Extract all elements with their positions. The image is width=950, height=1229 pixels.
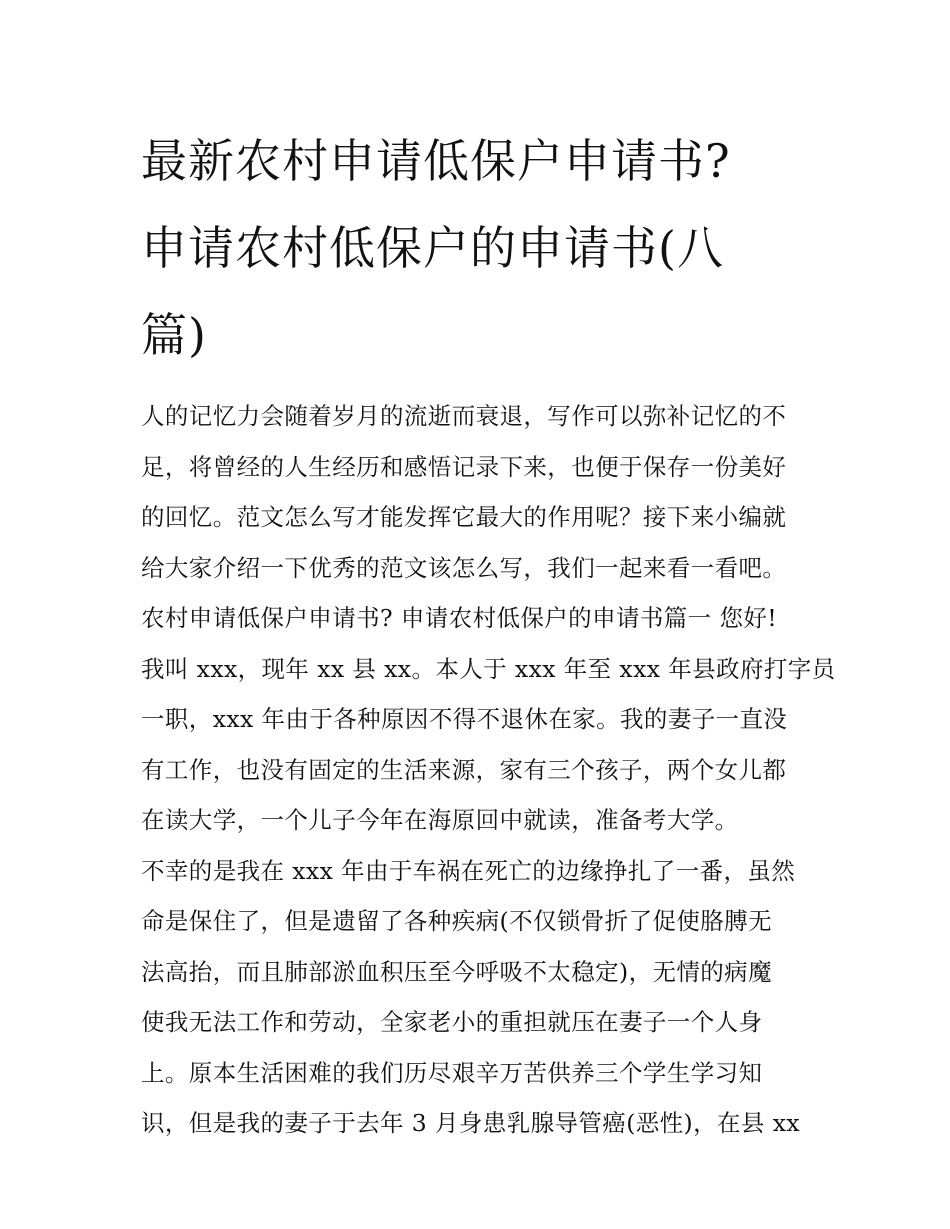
body-line: 有工作，也没有固定的生活来源，家有三个孩子，两个女儿都: [141, 755, 787, 784]
body-line: 命是保住了，但是遗留了各种疾病(不仅锁骨折了促使胳膊无: [141, 907, 772, 935]
document-page: [141, 118, 836, 1149]
document-title: [141, 118, 821, 379]
document-body: [141, 391, 836, 1149]
body-line: 人的记忆力会随着岁月的流逝而衰退，写作可以弥补记忆的不: [141, 402, 787, 430]
body-line: 在读大学，一个儿子今年在海原回中就读，准备考大学。: [141, 806, 739, 834]
body-line: 使我无法工作和劳动，全家老小的重担就压在妻子一个人身: [141, 1008, 763, 1036]
body-line: 足，将曾经的人生经历和感悟记录下来，也便于保存一份美好: [141, 452, 787, 481]
body-line: 不幸的是我在 xxx 年由于车祸在死亡的边缘挣扎了一番，虽然: [141, 856, 796, 885]
body-line: 一职，xxx 年由于各种原因不得不退休在家。我的妻子一直没: [141, 705, 788, 733]
body-line: 给大家介绍一下优秀的范文该怎么写，我们一起来看一看吧。: [141, 553, 787, 582]
body-line: 上。原本生活困难的我们历尽艰辛万苦供养三个学生学习知: [141, 1058, 763, 1087]
body-line: 我叫 xxx，现年 xx 县 xx。本人于 xxx 年至 xxx 年县政府打字员: [141, 654, 836, 683]
title-line: 篇): [141, 308, 207, 362]
body-line: 法高抬，而且肺部淤血积压至今呼吸不太稳定)，无情的病魔: [141, 957, 772, 986]
title-line: 最新农村申请低保户申请书?: [141, 134, 731, 188]
body-line: 识，但是我的妻子于去年 3 月身患乳腺导管癌(恶性)，在县 xx: [141, 1109, 801, 1137]
title-line: 申请农村低保户的申请书(八: [141, 221, 724, 275]
body-line: 的回忆。范文怎么写才能发挥它最大的作用呢？接下来小编就: [141, 503, 787, 531]
body-line: 农村申请低保户申请书? 申请农村低保户的申请书篇一 您好!: [141, 604, 778, 632]
